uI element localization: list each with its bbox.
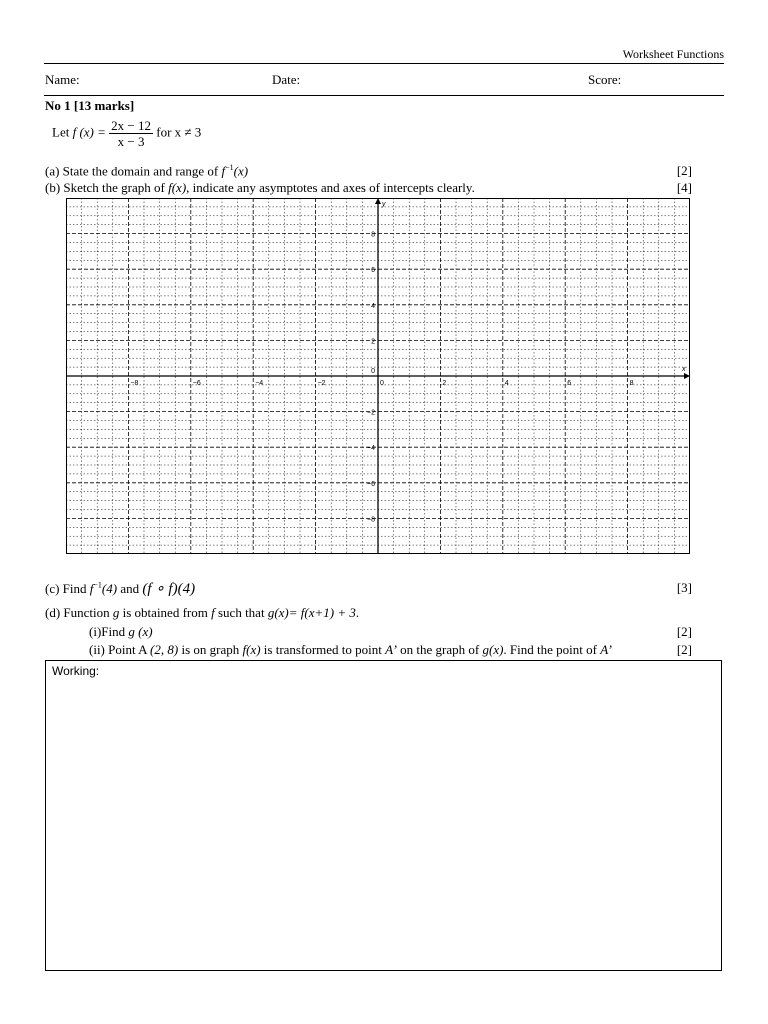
part-d-such: such that: [214, 605, 268, 620]
worksheet-title: Worksheet Functions: [622, 47, 724, 61]
part-d-ii-a1: A’: [385, 642, 397, 657]
part-a-func: f: [221, 163, 226, 179]
part-d-end: .: [355, 605, 360, 620]
part-d-ii-p5: . Find the point of: [503, 642, 601, 657]
part-a-arg: (x): [233, 163, 249, 179]
x-tick-label: 6: [567, 380, 572, 387]
x-tick-label: 8: [629, 380, 634, 387]
part-d-ii-point: (2, 8): [150, 642, 179, 657]
part-b-prefix: (b) Sketch the graph of: [45, 180, 169, 195]
x-axis-label: x: [682, 366, 686, 373]
y-tick-label: 8: [371, 231, 375, 239]
part-d-ii-gx: g(x): [482, 642, 504, 657]
part-a-sup: −1: [225, 163, 234, 172]
y-tick-label: 6: [371, 267, 375, 275]
y-tick-label: 0: [371, 368, 375, 375]
part-d-rule: g(x)= f(x+1) + 3: [267, 605, 356, 620]
part-d-f: f: [211, 605, 215, 620]
part-b-text: [45, 180, 475, 196]
part-c-text: [45, 579, 195, 598]
part-b-func: f(x): [168, 180, 187, 195]
part-c-arg: (4): [101, 581, 118, 596]
y-tick-label: 4: [371, 302, 375, 310]
part-d-prefix: (d) Function: [45, 605, 113, 620]
y-tick-label: −6: [367, 480, 375, 488]
y-axis-label: y: [382, 201, 386, 208]
part-d-ii-p3: is transformed to point: [260, 642, 386, 657]
domain-condition: for x ≠ 3: [156, 124, 202, 140]
y-tick-label: −4: [367, 445, 375, 453]
fraction: [109, 118, 153, 149]
f-of-x: f (x) =: [72, 124, 106, 140]
let-prefix: Let: [52, 124, 70, 140]
y-tick-label: 2: [371, 338, 375, 346]
x-tick-label: −4: [255, 380, 264, 387]
part-d-ii-p2: is on graph: [178, 642, 243, 657]
working-box[interactable]: [45, 660, 722, 971]
part-c-marks: [3]: [676, 580, 692, 595]
part-b-marks: [4]: [676, 180, 692, 195]
part-c-func: f: [89, 581, 94, 596]
part-d-ii-a2: A’: [600, 642, 612, 657]
part-d-ii-p4: on the graph of: [396, 642, 483, 657]
part-d-i-text: [89, 624, 153, 640]
x-tick-label: 4: [504, 380, 509, 387]
part-c-and: and: [117, 581, 143, 596]
fraction-denominator: x − 3: [117, 134, 145, 149]
function-definition: [52, 118, 201, 149]
part-a-marks: [2]: [676, 163, 692, 178]
header-rule-top: [44, 63, 724, 64]
part-d-i-prefix: (i)Find: [89, 624, 129, 639]
y-tick-label: −2: [367, 409, 375, 417]
x-tick-label: 0: [380, 380, 384, 387]
part-d-ii-marks: [2]: [676, 642, 692, 657]
y-tick-label: −8: [367, 516, 375, 524]
score-label: Score:: [588, 72, 622, 87]
name-label: Name:: [45, 72, 80, 87]
part-d-i-marks: [2]: [676, 624, 692, 639]
x-tick-label: −8: [130, 380, 139, 387]
part-c-sup: −1: [93, 580, 102, 590]
header-rule-bottom: [44, 95, 724, 96]
part-c-prefix: (c) Find: [45, 581, 90, 596]
date-label: Date:: [272, 72, 301, 87]
part-d-text: [45, 605, 359, 621]
graph-grid: [66, 198, 690, 554]
fraction-numerator: 2x − 12: [111, 118, 151, 133]
x-tick-label: −6: [192, 380, 201, 387]
part-d-g: g: [112, 605, 120, 620]
part-d-ii-fx: f(x): [242, 642, 261, 657]
working-label: Working:: [52, 664, 100, 678]
part-a-text: [45, 163, 248, 179]
part-b-suffix: , indicate any asymptotes and axes of intercepts clearly.: [186, 180, 475, 195]
part-c-composite: (f ∘ f)(4): [142, 581, 196, 597]
part-d-middle: is obtained from: [119, 605, 212, 620]
question-heading: No 1 [13 marks]: [45, 98, 135, 113]
x-tick-label: −2: [317, 380, 326, 387]
part-d-ii-p1: (ii) Point A: [89, 642, 151, 657]
part-d-i-expr: g (x): [128, 624, 153, 639]
part-a-prefix: (a) State the domain and range of: [45, 163, 222, 179]
x-tick-label: 2: [442, 380, 447, 387]
part-d-ii-text: [89, 642, 612, 658]
